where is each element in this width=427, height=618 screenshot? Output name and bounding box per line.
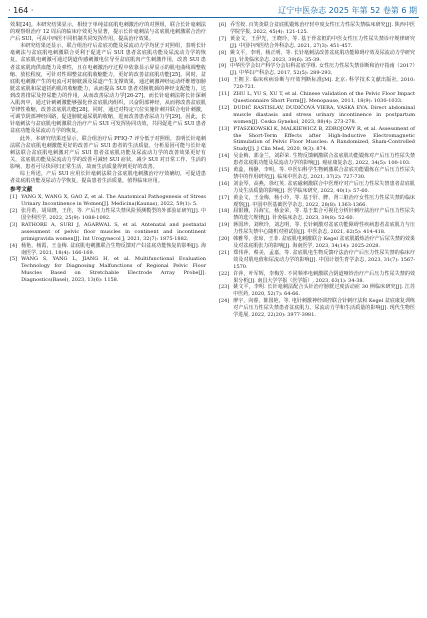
reference-item	[219, 167, 415, 181]
reference-item	[219, 77, 415, 91]
reference-number: [14]	[219, 153, 230, 160]
reference-text: RATHORE A, SURI J, AGARWAL S, et al. Antenatal and postnatal assessment of pelvic floor muscles in continent and incontinent primigravida women[J]. Int Urogynecol J, 2021, 32(7): 1875-1882.	[21, 221, 206, 242]
reference-item	[10, 243, 206, 257]
reference-text: WANG S, YANG L, JIANG H, et al. Multifunctional Evaluation Technology for Diagnosing Malfunctions of Regional Pelvic Floor Muscles Based on Stretchable Electrode Array Probe[J]. Diagnostics(Basel), 2023, 13(6): 1158.	[21, 256, 206, 284]
reference-text: 黄金文，王伊光，王晓玲，等. 基于骨盆框的中医女性压力性尿失禁诊疗规律研究[J]. 中国中西医结合外科杂志, 2021, 27(3): 451-457.	[230, 35, 415, 49]
reference-item	[219, 36, 415, 50]
reference-number: [9]	[219, 63, 227, 70]
reference-item	[219, 63, 415, 77]
reference-text: 韩雅琴，张琼，王菲. 盆底肌电刺激联合 Kegel 盆底肌锻炼治疗产后尿失禁的效果及对盆底肌张力的影响[J]. 海南医学, 2023, 34(14): 2025-2028.	[233, 236, 415, 249]
body-paragraph: 此外，本研究结果还显示，联合组治疗后 PFIQ-7 评分低于对照组，表明长针毫刺法联合盆底肌电刺激能更好的改善产后 SUI 患者的生活质量。分析原因可能与长针毫刺法联合盆底肌电刺激对产后 SUI 患者盆底肌功能及尿流动力学的改善效果更好有关，盆底肌功能及尿流动力学的改善可减轻 SUI 症状，减少 SUI 对日常工作、生活的影响，患者可尽快回归正常生活，故而生活质量得到更好的改善。	[10, 135, 206, 170]
reference-number: [20]	[219, 236, 230, 243]
references-list-right	[219, 22, 415, 319]
reference-text: ZHU L, YU S, XU T, et al. Chinese validation of the Pelvic Floor Impact Questionnaire Short Form[J]. Menopause, 2011, 18(9): 1030-1033.	[233, 91, 415, 104]
reference-text: 姚文平，李明，杨正明，等. 长针毫刺法改善盆底肌功能障碍疗效及尿流动力学研究[J]. 针灸临床杂志, 2023, 39(6): 35-39.	[230, 49, 415, 63]
reference-item	[219, 91, 415, 105]
reference-item	[219, 22, 415, 36]
reference-number: [2]	[10, 208, 18, 215]
reference-text: PTASZKOWSKI K, MALKIEWICZ B, ZDROJOWY R, et al. Assessment of the Short-Term Effects after High-Inductive Electromagnetic Stimulation of Pelvic Floor Muscles: A Randomized, Sham-Controlled Study[J]. J Clin Med, 2020, 9(3): 874.	[233, 125, 415, 153]
reference-number: [6]	[219, 22, 227, 28]
reference-text: 蒋国珍，刘秋玲，刘志明，等. 长针刺激对盆底功能障碍性疾病患者盆底肌力与压力性尿失禁中心随机对照试验[J]. 中医杂志, 2021, 62(5): 414-418.	[233, 222, 415, 236]
body-paragraph: 效果[24]。本研究结果显示，相较于单纯盆底肌电刺激治疗的对照组，联合长针毫刺法的观察组治疗 12 周后的临床疗效更为显著，提示长针毫刺法与盆底肌电刺激联合治疗产后 SUI，可从中西医不同机制共同发挥作用，提高治疗效果。	[10, 22, 206, 43]
reference-number: [3]	[10, 221, 18, 228]
reference-number: [1]	[10, 194, 18, 201]
reference-number: [15]	[219, 167, 230, 174]
reference-text: YANG X, WANG X, GAO Z, et al. The Anatomical Pathogenesis of Stress Urinary Incontinence in Women[J]. Medicina(Kaunas), 2022, 59(1): 5.	[21, 194, 206, 208]
reference-number: [21]	[219, 249, 230, 256]
reference-text: 张丹希，胡凤晓，王佳，等. 产后压力性尿失禁风险预测模型的外部验证研究[J]. 中国全科医学, 2022, 25(9): 1088-1092.	[21, 208, 206, 221]
reference-item	[219, 153, 415, 167]
reference-text: 吴金梅，郭金兰，刘彩荣. 生物反馈刺激联合盆底肌功能锻炼对产后压力性尿失禁患者盆底肌功能及尿流动力学的影响[J]. 癌症康复杂志, 2022, 34(5): 100-103.	[233, 153, 415, 167]
right-column	[219, 22, 415, 319]
reference-item	[219, 271, 415, 285]
reference-number: [4]	[10, 242, 18, 249]
reference-item	[10, 222, 206, 243]
header-rule	[8, 17, 419, 18]
body-paragraph: 综上所述，产后 SUI 应用长针毫刺法联合盆底肌电刺激治疗疗效确切，可促进患者盆底肌功能及尿动力学恢复，提高患者生活质量，值得临床应用。	[10, 170, 206, 185]
journal-header: 辽宁中医杂志 2025 年第 52 卷第 6 期	[278, 6, 417, 15]
reference-number: [18]	[219, 208, 230, 215]
reference-text: 郑伟萍，蔡美，孟嘉，等. 盆底肌电生物反馈疗法治疗产后压力性尿失禁的临床疗效及对肌电值和尿流动力学的影响[J]. 中国计划生育学杂志, 2023, 31(7): 1567-1570.	[233, 249, 415, 270]
reference-item	[219, 284, 415, 298]
page-number: · 164 ·	[8, 6, 34, 15]
reference-item	[219, 181, 415, 195]
reference-item	[219, 50, 415, 64]
reference-item	[219, 126, 415, 154]
reference-text: 刘金琴，高燕，徐红英. 盆底磁刺激联合中医理疗对产后压力性尿失禁患者盆底肌力及生活质量的影响[J]. 医学临床研究, 2022, 40(1): 57-60.	[233, 180, 415, 194]
reference-number: [19]	[219, 222, 230, 229]
reference-number: [10]	[219, 77, 230, 84]
reference-text: 许萍，叶军辉，李梅芳. 不同频率电刺激联合阴道哑铃治疗产后压力性尿失禁的效果分析[J]. 南昌大学学报（医学版）, 2023, 63(1): 34-38.	[233, 270, 415, 284]
reference-number: [12]	[219, 104, 230, 111]
reference-item	[219, 222, 415, 236]
reference-number: [5]	[10, 256, 18, 263]
left-column	[10, 22, 206, 284]
reference-item	[10, 208, 206, 222]
reference-item	[219, 236, 415, 250]
reference-item	[10, 194, 206, 208]
reference-text: 乔雪姣. 百笑灸联合盆底肌锻炼治疗轻中度女性压力性尿失禁临床研究[J]. 陕西中医学院学报, 2022, 45(4): 121-125.	[230, 22, 415, 35]
reference-text: 王拥卫. 临床疾病诊断与疗效判断标准[M]. 北京: 科学技术文献出版社, 2010: 720-721.	[233, 77, 415, 91]
reference-item	[10, 256, 206, 284]
reference-text: 黄金文，王金梅，杨小玲，等. 基于肝、脾、肾三脏治疗女性压力性尿失禁的临床观察[J]. 中国中医基础医学杂志, 2022, 28(8): 1363-1366.	[233, 194, 415, 208]
references-list-left	[10, 194, 206, 284]
reference-text: 黄蕊，杨静，李明，等. 中医妇科学生物刺激联合盆底功能锻炼在产后压力性尿失禁中的作用研究[J]. 临床中医杂志, 2021, 37(2): 727-730.	[233, 167, 415, 180]
reference-text: 杨艳，杨霞，王金梅. 盆底肌电刺激联合生物反馈对产妇盆底功能恢复的影响[J]. 海南医学, 2021, 18(4): 166-169.	[21, 242, 206, 256]
reference-item	[219, 250, 415, 271]
reference-text: 屈银娥，冯海宝，杨金荣，等. 基于集合可视化分析针刺疗法治疗产后压力性尿失禁的选穴规律[J]. 针灸临床杂志, 2023, 39(8): 52-60.	[233, 208, 415, 222]
reference-text: DUDIĆ RASTISLAV, DUDIČOVÁ VIERA, VASKÁ EVA. Direct abdominal muscle diastasis and stress urinary incontinence in postpartum women[J]. Ceska Gynekol, 2023, 88(4): 273-278.	[233, 104, 415, 125]
reference-number: [11]	[219, 91, 230, 98]
references-title: 参考文献	[10, 187, 33, 194]
reference-number: [16]	[219, 180, 230, 187]
body-paragraph: 本研究结果还显示，联合组治疗后盆底功能及尿流动力学均优于对照组，表明长针毫刺法与盆底肌电刺激联合更利于促进产后 SUI 患者盆底肌功能及尿流动力学的恢复。盆底肌电刺激可通过阴道传感刺激电位导至盆底肌肉产生刺激作用，改善 SUI 患者盆底肌肉供血能力及弹性，且在电刺激治疗过程中依靠显示屏显示的肌电曲线调整收缩、放松程度，可针对性调整盆底肌收缩能力，更好的改善盆底肌功能[25]。同时，盆底肌电刺激产生的电流可对膀胱颈及尿道产生支撑效果，通过刺激神经运动纤维增加膀胱盆底肌和尿道括约肌的收缩能力，从而提高 SUI 患者对膀胱颈的神经支配能力，达到改善排尿及控尿能力的作用，从而改善尿动力学[26-27]。而长针毫刺法将长针深刺入肌肉中，通过针刺刺激能够强化骨盆底肌肉组织，兴奋阴部神经，从而将改善盆底肌节律性收缩，改善盆底肌功能[28]。同时，通过对特定穴位实施针刺并联合电针刺激，可调节阴部神经回路，促进膀胱逼尿肌的收缩，进而改善患者尿动力学[29]。因此，长针毫刺法与盆底肌电刺激联合治疗产后 SUI 可发挥协同功效，共同促进产后 SUI 患者盆底功能及尿流动力学的恢复。	[10, 43, 206, 135]
reference-text: 姚文平，李明. 长针毫刺法配合头针治疗膀胱过度活动症 30 例临床研究[J]. 江苏中医药, 2020, 52(7): 64-66.	[233, 284, 415, 298]
reference-number: [8]	[219, 49, 227, 56]
reference-text: 中华医学会妇产科学分会妇科盆底学组. 女性压力性尿失禁诊断和治疗指南（2017）[J]. 中华妇产科杂志, 2017, 52(5): 289-293.	[230, 63, 415, 77]
reference-number: [24]	[219, 298, 230, 305]
reference-item	[219, 105, 415, 126]
reference-number: [17]	[219, 194, 230, 201]
reference-item	[219, 195, 415, 209]
reference-number: [23]	[219, 284, 230, 291]
reference-text: 廖宇，向睿，陈国艳，等. 电针刺激神经调控联合针刺疗法和 Kegel 盆底康复训练对产后压力性尿失禁患者盆底肌力、尿流动力学和生活质量的影响[J]. 现代生物医学进展, 2022, 22(20): 3977-3981.	[233, 298, 415, 319]
reference-item	[219, 208, 415, 222]
reference-item	[219, 298, 415, 319]
reference-number: [7]	[219, 35, 227, 42]
reference-number: [22]	[219, 270, 230, 277]
reference-number: [13]	[219, 125, 230, 132]
